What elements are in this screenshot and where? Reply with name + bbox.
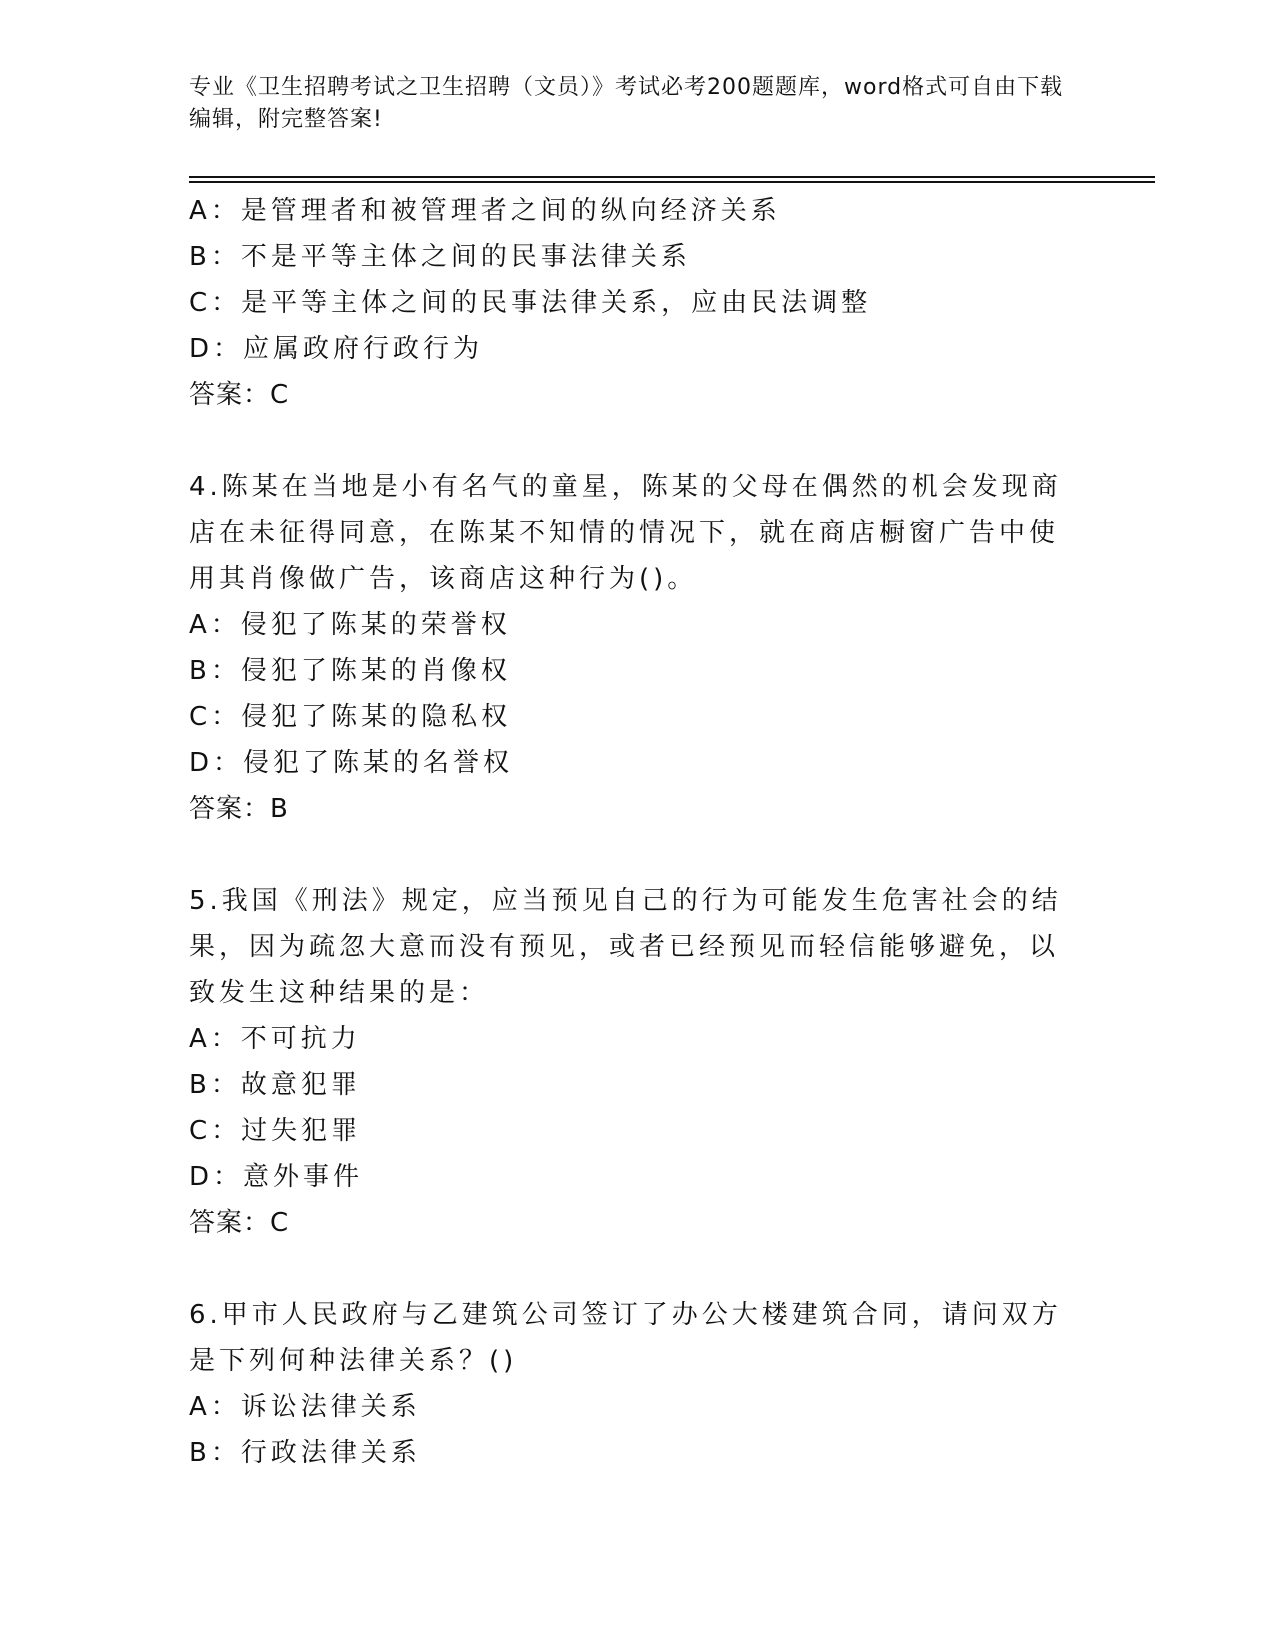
answer-line: 答案：C: [189, 1208, 290, 1238]
option-d: D：侵犯了陈某的名誉权: [189, 748, 514, 778]
answer-line: 答案：B: [189, 794, 289, 824]
option-a: A：侵犯了陈某的荣誉权: [189, 610, 511, 640]
option-b: B：侵犯了陈某的肖像权: [189, 656, 511, 686]
option-b: B：故意犯罪: [189, 1070, 361, 1100]
header-intro: 专业《卫生招聘考试之卫生招聘（文员）》考试必考200题题库，word格式可自由下载编辑，附完整答案!: [189, 75, 1064, 132]
option-a: A：是管理者和被管理者之间的纵向经济关系: [189, 196, 781, 226]
question-6: [189, 1292, 1069, 1476]
option-c: C：过失犯罪: [189, 1116, 362, 1146]
option-b: B：不是平等主体之间的民事法律关系: [189, 242, 691, 272]
option-b: B：行政法律关系: [189, 1438, 421, 1468]
question-text: 4.陈某在当地是小有名气的童星，陈某的父母在偶然的机会发现商店在未征得同意，在陈某不知情的情况下，就在商店橱窗广告中使用其肖像做广告，该商店这种行为()。: [189, 472, 1062, 594]
question-text: 6.甲市人民政府与乙建筑公司签订了办公大楼建筑合同，请问双方是下列何种法律关系？(): [189, 1300, 1062, 1376]
question-5: [189, 878, 1069, 1246]
answer-line: 答案：C: [189, 380, 290, 410]
header-divider-top: [189, 176, 1155, 178]
question-text: 5.我国《刑法》规定，应当预见自己的行为可能发生危害社会的结果，因为疏忽大意而没有预见，或者已经预见而轻信能够避免，以致发生这种结果的是：: [189, 886, 1062, 1008]
document-header: [189, 72, 1069, 136]
option-a: A：不可抗力: [189, 1024, 361, 1054]
question-3: [189, 188, 1069, 418]
option-c: C：是平等主体之间的民事法律关系，应由民法调整: [189, 288, 872, 318]
header-divider-bottom: [189, 181, 1155, 183]
question-4: [189, 464, 1069, 832]
option-d: D：意外事件: [189, 1162, 364, 1192]
option-c: C：侵犯了陈某的隐私权: [189, 702, 512, 732]
option-d: D：应属政府行政行为: [189, 334, 484, 364]
question-list: [189, 188, 1069, 1476]
option-a: A：诉讼法律关系: [189, 1392, 421, 1422]
